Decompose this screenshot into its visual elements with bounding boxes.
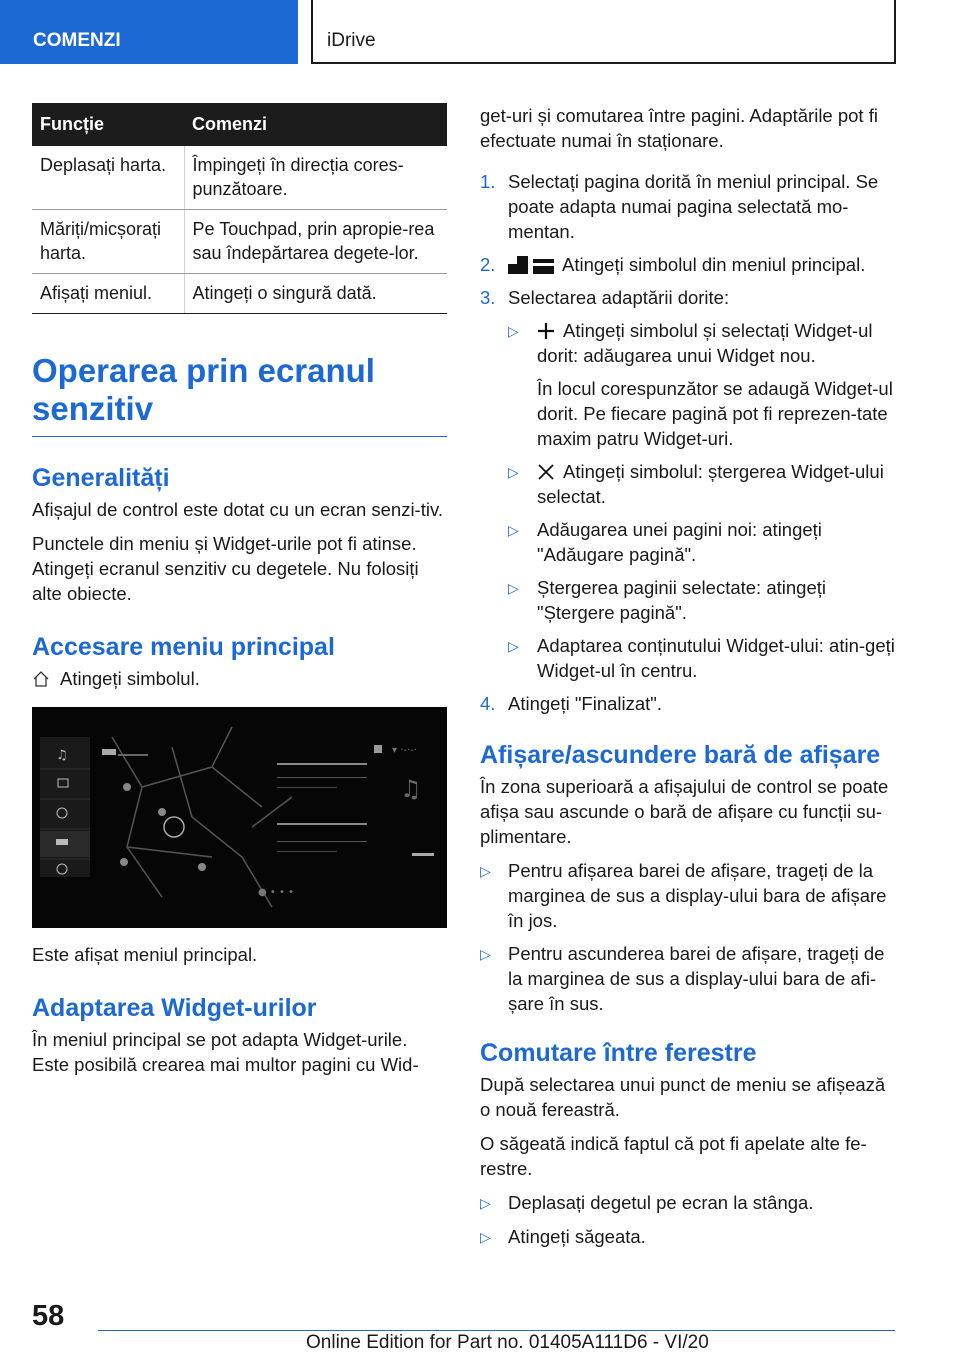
footer-edition: Online Edition for Part no. 01405A111D6 - VI/20 bbox=[306, 1332, 709, 1353]
svg-text:▾ ·-·-·: ▾ ·-·-· bbox=[392, 745, 417, 756]
sub-text: Atingeți simbolul și selectați Widget-ul dorit: adăugarea unui Widget nou. bbox=[537, 320, 873, 366]
triangle-bullet-icon: ▷ bbox=[480, 1229, 491, 1245]
footer-divider bbox=[98, 1330, 895, 1331]
step-2 bbox=[480, 252, 895, 277]
step-number: 4. bbox=[480, 693, 496, 714]
bullet-text: Atingeți săgeata. bbox=[508, 1226, 646, 1247]
table-cell: Afișați meniul. bbox=[32, 274, 184, 314]
close-icon bbox=[537, 463, 555, 481]
subheading-accesare: Accesare meniu principal bbox=[32, 633, 335, 661]
table-header: Funcție bbox=[32, 103, 184, 146]
step-text: Atingeți "Finalizat". bbox=[508, 693, 663, 714]
step-text: Selectarea adaptării dorite: bbox=[508, 287, 730, 308]
paragraph: În zona superioară a afișajului de control se poate afișa sau ascunde o bară de afișare cu funcții su-plimentare. bbox=[480, 776, 889, 847]
subheading-comutare: Comutare între ferestre bbox=[480, 1039, 757, 1067]
controls-table bbox=[32, 103, 447, 314]
table-row bbox=[32, 274, 447, 314]
step-3 bbox=[480, 285, 895, 310]
sub-delete-widget bbox=[480, 459, 895, 509]
triangle-bullet-icon: ▷ bbox=[480, 1195, 491, 1211]
sub-text: Adaptarea conținutului Widget-ului: atin-geți Widget-ul în centru. bbox=[537, 635, 895, 681]
idrive-screen-image bbox=[32, 707, 447, 928]
right-column bbox=[480, 103, 895, 1258]
sub-add-page bbox=[480, 517, 895, 567]
table-row bbox=[32, 146, 447, 210]
paragraph: Afișajul de control este dotat cu un ecran senzi-tiv. bbox=[32, 499, 443, 520]
step-1 bbox=[480, 169, 895, 244]
triangle-bullet-icon: ▷ bbox=[508, 323, 519, 339]
plus-icon bbox=[537, 322, 555, 340]
paragraph: După selectarea unui punct de meniu se afișează o nouă fereastră. bbox=[480, 1074, 886, 1120]
svg-text:♫: ♫ bbox=[400, 775, 422, 803]
triangle-bullet-icon: ▷ bbox=[508, 522, 519, 538]
subheading-generalitati: Generalități bbox=[32, 464, 170, 492]
sub-text: Ștergerea paginii selectate: atingeți "Ștergere pagină". bbox=[537, 577, 826, 623]
step-number: 1. bbox=[480, 171, 496, 192]
paragraph: În meniul principal se pot adapta Widget-urile. Este posibilă crearea mai multor pagini cu Wid- bbox=[32, 1029, 419, 1075]
paragraph: get-uri și comutarea între pagini. Adaptările pot fi efectuate numai în staționare. bbox=[480, 105, 878, 151]
bullet-item bbox=[480, 858, 895, 933]
table-header: Comenzi bbox=[184, 103, 447, 146]
table-cell: Atingeți o singură dată. bbox=[184, 274, 447, 314]
sub-text: Adăugarea unei pagini noi: atingeți "Adăugare pagină". bbox=[537, 519, 822, 565]
triangle-bullet-icon: ▷ bbox=[480, 946, 491, 962]
bullet-item bbox=[480, 1190, 895, 1216]
step-4 bbox=[480, 691, 895, 716]
paragraph: Punctele din meniu și Widget-urile pot fi atinse. Atingeți ecranul senzitiv cu degetele. Nu folosiți alte obiecte. bbox=[32, 533, 419, 604]
step-number: 3. bbox=[480, 287, 496, 308]
bullet-text: Pentru afișarea barei de afișare, trageți de la marginea de sus a display-ului bara de afișare în jos. bbox=[508, 860, 887, 931]
subheading-afisare: Afișare/ascundere bară de afișare bbox=[480, 741, 881, 769]
bullet-item bbox=[480, 941, 895, 1016]
instruction-text: Atingeți simbolul. bbox=[60, 668, 200, 689]
section-tab: COMENZI bbox=[0, 0, 298, 64]
step-text: Selectați pagina dorită în meniul principal. Se poate adapta numai pagina selectată mo-mentan. bbox=[508, 171, 879, 242]
home-instruction bbox=[32, 666, 447, 691]
sub-add-widget bbox=[480, 318, 895, 368]
table-header-row bbox=[32, 103, 447, 146]
idrive-screen-graphic bbox=[32, 707, 447, 928]
sub-text: Atingeți simbolul: ștergerea Widget-ului selectat. bbox=[537, 461, 884, 507]
page-number: 58 bbox=[32, 1300, 65, 1332]
table-cell: Măriți/micșorați harta. bbox=[32, 210, 184, 274]
section-heading: Operarea prin ecranul senzitiv bbox=[32, 352, 447, 437]
paragraph: Este afișat meniul principal. bbox=[32, 944, 258, 965]
paragraph: O săgeată indică faptul că pot fi apelate alte fe-restre. bbox=[480, 1133, 867, 1179]
home-icon bbox=[32, 670, 50, 688]
table-row bbox=[32, 210, 447, 274]
step-text: Atingeți simbolul din meniul principal. bbox=[562, 254, 866, 275]
widget-edit-icon bbox=[508, 256, 554, 274]
bullet-text: Pentru ascunderea barei de afișare, trageți de la marginea de sus a display-ului bara de afi-șare în sus. bbox=[508, 943, 885, 1014]
left-column bbox=[32, 103, 447, 1086]
triangle-bullet-icon: ▷ bbox=[508, 580, 519, 596]
triangle-bullet-icon: ▷ bbox=[480, 863, 491, 879]
chapter-title: iDrive bbox=[311, 0, 896, 64]
sub-continuation: În locul corespunzător se adaugă Widget-ul dorit. Pe fiecare pagină pot fi reprezen-tate maxim patru Widget-uri. bbox=[537, 378, 893, 449]
triangle-bullet-icon: ▷ bbox=[508, 464, 519, 480]
subheading-adaptarea: Adaptarea Widget-urilor bbox=[32, 994, 317, 1022]
table-cell: Deplasați harta. bbox=[32, 146, 184, 210]
svg-text:♫: ♫ bbox=[56, 748, 68, 763]
table-cell: Pe Touchpad, prin apropie-rea sau îndepărtarea degete-lor. bbox=[184, 210, 447, 274]
table-cell: Împingeți în direcția cores-punzătoare. bbox=[184, 146, 447, 210]
sub-adapt-content bbox=[480, 633, 895, 683]
bullet-text: Deplasați degetul pe ecran la stânga. bbox=[508, 1192, 814, 1213]
sub-delete-page bbox=[480, 575, 895, 625]
step-number: 2. bbox=[480, 254, 496, 275]
bullet-item bbox=[480, 1224, 895, 1250]
triangle-bullet-icon: ▷ bbox=[508, 638, 519, 654]
svg-text:● • • •: ● • • • bbox=[258, 887, 294, 898]
